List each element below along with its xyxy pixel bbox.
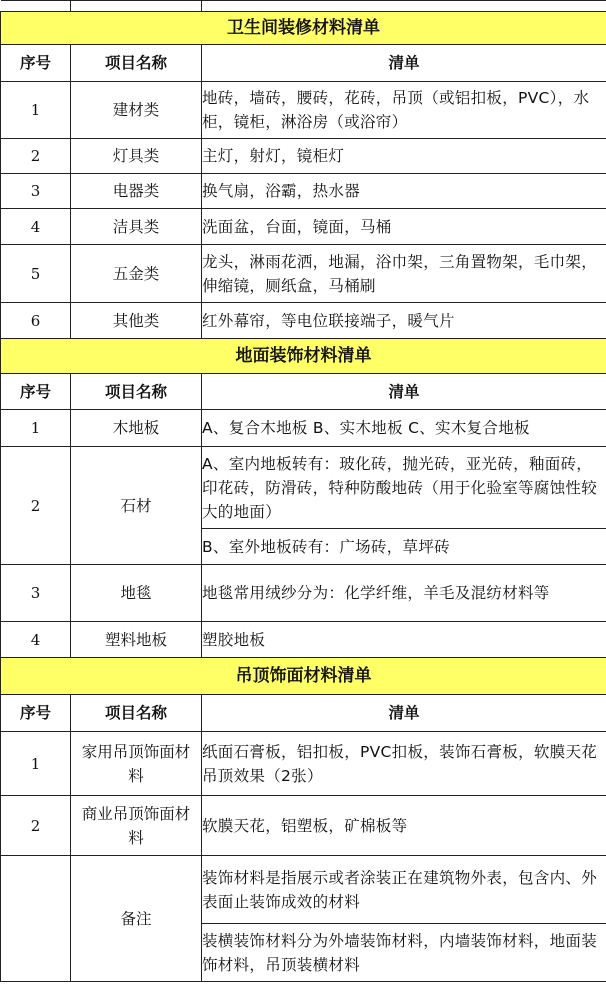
table-row xyxy=(1,245,606,303)
row-list-secondary: B、室外地板砖有：广场砖，草坪砖 xyxy=(202,529,606,565)
row-name xyxy=(71,796,202,856)
row-index: 2 xyxy=(1,796,71,856)
column-header-index: 序号 xyxy=(1,695,71,732)
row-name: 其他类 xyxy=(71,303,202,339)
table-row xyxy=(1,565,606,622)
row-name: 灯具类 xyxy=(71,139,202,174)
table-row xyxy=(1,732,606,796)
row-name: 地毯 xyxy=(71,565,202,622)
remarks-index-blank xyxy=(1,856,71,982)
section-title: 地面装饰材料清单 xyxy=(1,339,606,374)
column-header-index: 序号 xyxy=(1,374,71,410)
column-header-name: 项目名称 xyxy=(71,695,202,732)
table-row xyxy=(1,303,606,339)
row-list: A、室内地板转有：玻化砖，抛光砖，亚光砖，釉面砖，印花砖，防滑砖，特种防酸地砖（用于化验室等腐蚀性较大的地面） xyxy=(202,447,606,529)
row-list: 纸面石膏板，铝扣板，PVC扣板，装饰石膏板，软膜天花吊顶效果（2张） xyxy=(202,732,606,796)
column-header-row xyxy=(1,695,606,732)
section-header-ceiling xyxy=(1,658,606,695)
section-title: 卫生间装修材料清单 xyxy=(1,12,606,45)
table-row xyxy=(1,139,606,174)
row-name xyxy=(71,732,202,796)
row-index: 1 xyxy=(1,410,71,447)
column-header-index: 序号 xyxy=(1,45,71,82)
row-list: 红外幕帘，等电位联接端子，暖气片 xyxy=(202,303,606,339)
top-cut-row xyxy=(1,1,606,12)
table-row xyxy=(1,622,606,658)
table-row xyxy=(1,174,606,209)
row-index: 3 xyxy=(1,174,71,209)
column-header-row xyxy=(1,374,606,410)
row-index: 2 xyxy=(1,447,71,565)
section-title: 吊顶饰面材料清单 xyxy=(1,658,606,695)
row-name-text: 商业吊顶饰面材料 xyxy=(81,804,191,847)
row-index: 4 xyxy=(1,622,71,658)
row-name: 建材类 xyxy=(71,82,202,139)
remarks-label: 备注 xyxy=(71,856,202,982)
remarks-line-2: 装横装饰材料分为外墙装饰材料，内墙装饰材料，地面装饰材料，吊顶装横材料 xyxy=(202,924,606,982)
column-header-name: 项目名称 xyxy=(71,374,202,410)
row-index: 3 xyxy=(1,565,71,622)
row-index: 1 xyxy=(1,82,71,139)
column-header-list: 清单 xyxy=(202,374,606,410)
remarks-line-1: 装饰材料是指展示或者涂装正在建筑物外表，包含内、外表面止装饰成效的材料 xyxy=(202,856,606,924)
table-row xyxy=(1,447,606,529)
row-name: 石材 xyxy=(71,447,202,565)
remarks-row xyxy=(1,856,606,924)
row-index: 4 xyxy=(1,209,71,245)
row-name: 塑料地板 xyxy=(71,622,202,658)
row-list: A、复合木地板 B、实木地板 C、实木复合地板 xyxy=(202,410,606,447)
row-list: 地砖，墙砖，腰砖，花砖，吊顶（或铝扣板，PVC），水柜，镜柜，淋浴房（或浴帘） xyxy=(202,82,606,139)
row-name: 电器类 xyxy=(71,174,202,209)
column-header-list: 清单 xyxy=(202,45,606,82)
row-list: 龙头，淋雨花洒，地漏，浴巾架，三角置物架，毛巾架，伸缩镜，厕纸盒，马桶刷 xyxy=(202,245,606,303)
column-header-name: 项目名称 xyxy=(71,45,202,82)
row-list: 软膜天花，铝塑板，矿棉板等 xyxy=(202,796,606,856)
section-header-floor xyxy=(1,339,606,374)
table-row xyxy=(1,410,606,447)
row-index: 5 xyxy=(1,245,71,303)
row-list: 地毯常用绒纱分为：化学纤维，羊毛及混纺材料等 xyxy=(202,565,606,622)
row-name: 洁具类 xyxy=(71,209,202,245)
row-name: 五金类 xyxy=(71,245,202,303)
row-list: 主灯，射灯，镜柜灯 xyxy=(202,139,606,174)
row-name: 木地板 xyxy=(71,410,202,447)
row-list: 洗面盆，台面，镜面，马桶 xyxy=(202,209,606,245)
column-header-row xyxy=(1,45,606,82)
row-list: 换气扇，浴霸，热水器 xyxy=(202,174,606,209)
table-row xyxy=(1,209,606,245)
row-list: 塑胶地板 xyxy=(202,622,606,658)
section-header-bathroom xyxy=(1,12,606,45)
row-index: 1 xyxy=(1,732,71,796)
row-index: 6 xyxy=(1,303,71,339)
row-index: 2 xyxy=(1,139,71,174)
table-row xyxy=(1,796,606,856)
column-header-list: 清单 xyxy=(202,695,606,732)
row-name-text: 家用吊顶饰面材料 xyxy=(81,742,191,785)
table-row xyxy=(1,82,606,139)
